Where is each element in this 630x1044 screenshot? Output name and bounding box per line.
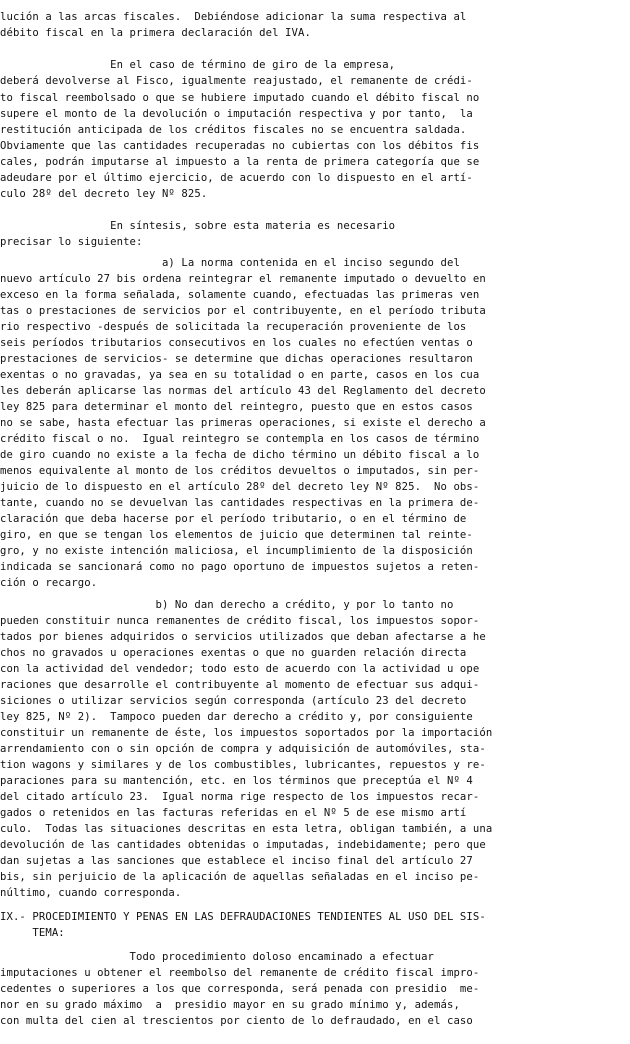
text-line: con multa del cien al trescientos por ciento de lo defraudado, en el caso (0, 1015, 473, 1027)
text-line: tante, cuando no se devuelvan las cantidades respectivas en la primera de- (0, 497, 480, 509)
text-line: Obviamente que las cantidades recuperadas no cubiertas con los débitos fis (0, 140, 480, 152)
text-line: giro, en que se tengan los elementos de juicio que determinen tal reinte- (0, 529, 473, 541)
text-line: raciones que desarrolle el contribuyente al momento de efectuar sus adqui- (0, 679, 480, 691)
text-line: En el caso de término de giro de la empresa, (0, 59, 396, 71)
text-line: tion wagons y similares y de los combustibles, lubricantes, repuestos y re- (0, 759, 486, 771)
text-line: deberá devolverse al Fisco, igualmente reajustado, el remanente de crédi- (0, 75, 473, 87)
text-line: crédito fiscal o no. Igual reintegro se contempla en los casos de término (0, 433, 480, 445)
text-line: Todo procedimiento doloso encaminado a efectuar (0, 951, 435, 963)
text-line: pueden constituir nunca remanentes de crédito fiscal, los impuestos sopor- (0, 615, 480, 627)
text-line: arrendamiento con o sin opción de compra y adquisición de automóviles, sta- (0, 743, 486, 755)
section-heading-cont: TEMA: (0, 927, 65, 939)
text-line: chos no gravados u operaciones exentas o que no guarden relación directa (0, 647, 467, 659)
text-line: tados por bienes adquiridos o servicios utilizados que deban afectarse a he (0, 631, 486, 643)
text-line: bis, sin perjuicio de la aplicación de aquellas señaladas en el inciso pe- (0, 871, 480, 883)
text-line: indicada se sancionará como no pago oportuno de impuestos sujetos a reten- (0, 561, 480, 573)
text-line: restitución anticipada de los créditos fiscales no se encuentra saldada. (0, 124, 467, 136)
text-line: cales, podrán imputarse al impuesto a la renta de primera categoría que se (0, 156, 480, 168)
text-line: con la actividad del vendedor; todo esto de acuerdo con la actividad u ope (0, 663, 480, 675)
text-line: siciones o utilizar servicios según corresponda (artículo 23 del decreto (0, 695, 467, 707)
text-line: En síntesis, sobre esta materia es necesario (0, 220, 396, 232)
text-line: ción o recargo. (0, 577, 98, 589)
text-line: dan sujetas a las sanciones que establece el inciso final del artículo 27 (0, 855, 473, 867)
text-line: les deberán aplicarse las normas del artículo 43 del Reglamento del decreto (0, 385, 486, 397)
text-line: no se sabe, hasta efectuar las primeras operaciones, si existe el derecho a (0, 417, 486, 429)
text-line: constituir un remanente de éste, los impuestos soportados por la importación (0, 727, 493, 739)
text-line: gro, y no existe intención maliciosa, el incumplimiento de la disposición (0, 545, 473, 557)
text-line: ley 825, Nº 2). Tampoco pueden dar derecho a crédito y, por consiguiente (0, 711, 473, 723)
text-line: exentas o no gravadas, ya sea en su totalidad o en parte, casos en los cua (0, 369, 480, 381)
text-line: débito fiscal en la primera declaración del IVA. (0, 27, 311, 39)
text-line: culo 28º del decreto ley Nº 825. (0, 188, 208, 200)
text-line: exceso en la forma señalada, solamente cuando, efectuadas las primeras ven (0, 289, 480, 301)
text-line: tas o prestaciones de servicios por el contribuyente, en el período tributa (0, 305, 486, 317)
text-line: paraciones para su mantención, etc. en los términos que preceptúa el Nº 4 (0, 775, 473, 787)
text-line: de giro cuando no existe a la fecha de dicho término un débito fiscal a lo (0, 449, 480, 461)
text-line: lución a las arcas fiscales. Debiéndose adicionar la suma respectiva al (0, 11, 467, 23)
section-b-line: b) No dan derecho a crédito, y por lo tanto no (0, 599, 454, 611)
text-line: adeudare por el último ejercicio, de acuerdo con lo dispuesto en el artí- (0, 172, 473, 184)
text-line: cedentes o superiores a los que corresponda, será penada con presidio me- (0, 983, 480, 995)
text-line: ley 825 para determinar el monto del reintegro, puesto que en estos casos (0, 401, 473, 413)
section-heading: IX.- PROCEDIMIENTO Y PENAS EN LAS DEFRAUDACIONES TENDIENTES AL USO DEL SIS- (0, 911, 486, 923)
text-line: devolución de las cantidades obtenidas o imputadas, indebidamente; pero que (0, 839, 486, 851)
section-a-line: a) La norma contenida en el inciso segundo del (0, 257, 460, 269)
text-line: culo. Todas las situaciones descritas en esta letra, obligan también, a una (0, 823, 493, 835)
text-line: to fiscal reembolsado o que se hubiere imputado cuando el débito fiscal no (0, 92, 480, 104)
text-line: supere el monto de la devolución o imputación respectiva y por tanto, la (0, 108, 473, 120)
text-line: menos equivalente al monto de los créditos devueltos o imputados, sin per- (0, 465, 480, 477)
text-line: nuevo artículo 27 bis ordena reintegrar el remanente imputado o devuelto en (0, 273, 486, 285)
text-line: nor en su grado máximo a presidio mayor en su grado mínimo y, además, (0, 999, 460, 1011)
text-line: rio respectivo -después de solicitada la recuperación proveniente de los (0, 321, 467, 333)
text-line: imputaciones u obtener el reembolso del remanente de crédito fiscal impro- (0, 967, 480, 979)
text-line: juicio de lo dispuesto en el artículo 28º del decreto ley Nº 825. No obs- (0, 481, 480, 493)
text-line: del citado artículo 23. Igual norma rige respecto de los impuestos recar- (0, 791, 480, 803)
text-line: prestaciones de servicios- se determine que dichas operaciones resultaron (0, 353, 473, 365)
text-line: núltimo, cuando corresponda. (0, 887, 182, 899)
text-line: claración que deba hacerse por el período tributario, o en el término de (0, 513, 467, 525)
text-line: gados o retenidos en las facturas referidas en el Nº 5 de ese mismo artí (0, 807, 467, 819)
text-line: precisar lo siguiente: (0, 236, 143, 248)
text-line: seis períodos tributarios consecutivos en los cuales no efectúen ventas o (0, 337, 473, 349)
